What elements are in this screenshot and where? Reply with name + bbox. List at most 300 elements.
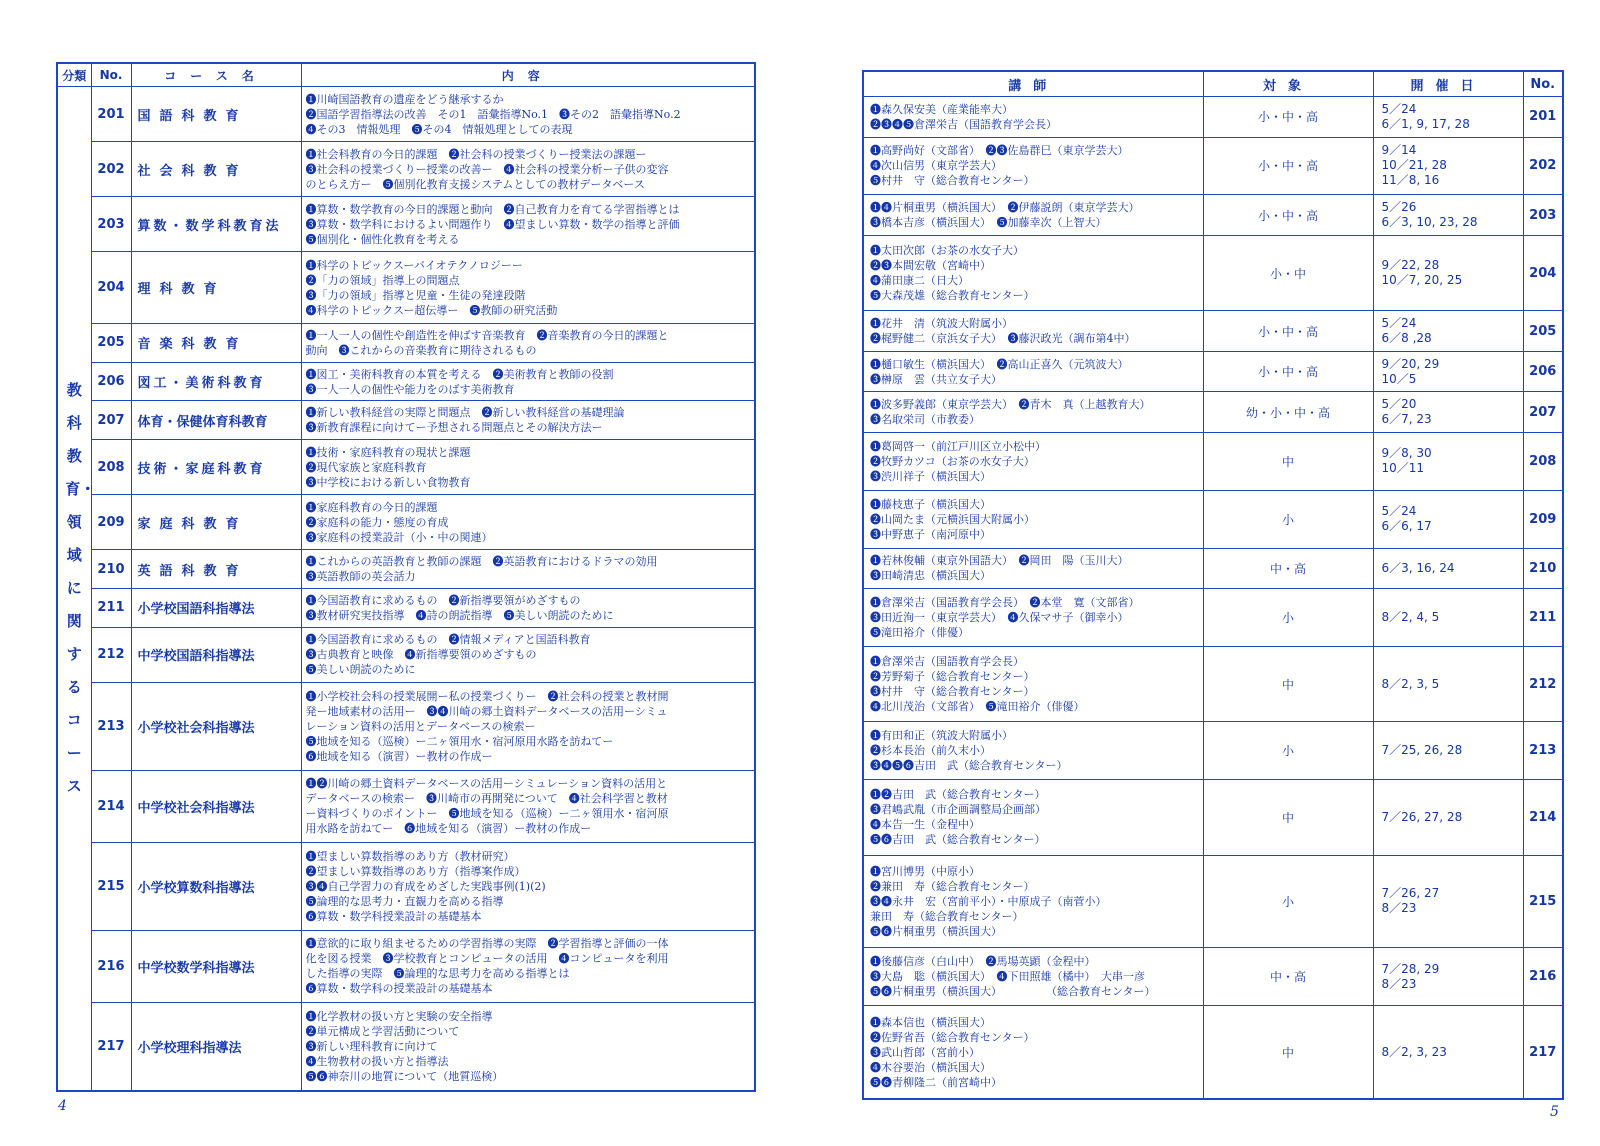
lecturer-line: ❷山岡たま（元横浜国大附属小）: [870, 512, 1035, 526]
target-audience: 中: [1203, 647, 1373, 722]
date-line: 9／22, 28: [1381, 258, 1440, 273]
left-page: [56, 62, 756, 1092]
lecturer-line: ❺滝田裕介（俳優）: [870, 626, 969, 640]
session-dates: [1373, 137, 1523, 195]
target-audience: 中・高: [1203, 948, 1373, 1006]
course-name: 小学校算数科指導法: [131, 842, 301, 930]
course-content: [301, 550, 755, 589]
date-line: 10／21, 28: [1381, 158, 1447, 173]
session-dates: [1373, 235, 1523, 310]
date-line: 7／26, 27: [1381, 886, 1440, 901]
course-number: 213: [1523, 722, 1563, 780]
content-line: ❷望ましい算数指導のあり方（指導案作成）: [305, 864, 526, 878]
lecturer-line: ❶太田次郎（お茶の水女子大）: [870, 244, 1024, 258]
course-content: [301, 252, 755, 324]
course-number: 204: [1523, 235, 1563, 310]
content-line: ❷単元構成と学習活動について: [305, 1024, 460, 1038]
lecturer-line: ❹本告一生（金程中）: [870, 818, 980, 832]
course-number: 203: [91, 197, 131, 252]
table-row: [863, 432, 1563, 490]
course-content: [301, 770, 755, 842]
lecturer-line: ❸田近洵一（東京学芸大） ❹久保マサ子（御幸小）: [870, 611, 1129, 625]
lecturer-line: ❶樋口敏生（横浜国大） ❷高山正喜久（元筑波大）: [870, 357, 1129, 371]
lecturer-list: [863, 392, 1203, 433]
content-line: ❹その3 情報処理 ❺その4 情報処理としての表現: [305, 122, 573, 136]
table-row: [57, 252, 755, 324]
table-row: [863, 311, 1563, 352]
table-row: [863, 137, 1563, 195]
session-dates: [1373, 855, 1523, 948]
content-line: ❶新しい教科経営の実際と問題点 ❷新しい教科経営の基礎理論: [305, 406, 625, 420]
table-row: [57, 627, 755, 682]
lecturer-list: [863, 432, 1203, 490]
course-number: 209: [1523, 490, 1563, 548]
table-row: [863, 780, 1563, 855]
table-row: [863, 351, 1563, 392]
lecturer-line: ❷芳野菊子（総合教育センター）: [870, 670, 1035, 684]
content-line: ❸社会科の授業づくりー授業の改善ー ❹社会科の授業分析ー子供の変容: [305, 162, 669, 176]
lecturer-line: ❸名取栄司（市教委）: [870, 413, 980, 427]
course-name: 小学校国語科指導法: [131, 588, 301, 627]
date-line: 6／7, 23: [1381, 412, 1432, 427]
course-content: [301, 495, 755, 550]
content-line: ❷現代家族と家庭科教育: [305, 460, 427, 474]
lecturer-line: ❷佐野省吾（総合教育センター）: [870, 1030, 1035, 1044]
lecturer-line: ❺❻吉田 武（総合教育センター）: [870, 833, 1046, 847]
lecturer-list: [863, 589, 1203, 647]
session-dates: [1373, 722, 1523, 780]
target-audience: 小・中・高: [1203, 351, 1373, 392]
content-line: ❺❻神奈川の地質について（地質巡検）: [305, 1069, 504, 1083]
lecturer-list: [863, 855, 1203, 948]
course-number: 217: [91, 1002, 131, 1091]
course-name: 理科教育: [131, 252, 301, 324]
target-audience: 小: [1203, 855, 1373, 948]
course-content: [301, 197, 755, 252]
lecturer-line: ❸❹永井 宏（宮前平小）・中原成子（南菅小）: [870, 894, 1107, 908]
lecturer-line: ❸榊原 雲（共立女子大）: [870, 372, 1002, 386]
right-header-row: [863, 71, 1563, 97]
lecturer-list: [863, 780, 1203, 855]
right-page: [862, 70, 1564, 1100]
course-name: 小学校理科指導法: [131, 1002, 301, 1091]
content-line: ❸教材研究実技指導 ❹詩の朗読指導 ❺美しい朗読のために: [305, 608, 614, 622]
date-line: 7／25, 26, 28: [1381, 743, 1463, 758]
date-line: 9／8, 30: [1381, 446, 1432, 461]
table-row: [57, 324, 755, 363]
lecturer-line: ❶葛岡啓一（前江戸川区立小松中）: [870, 439, 1046, 453]
content-line: ❸中学校における新しい食物教育: [305, 475, 471, 489]
target-audience: 小・中・高: [1203, 137, 1373, 195]
lecturer-list: [863, 351, 1203, 392]
course-number: 201: [1523, 97, 1563, 138]
header-target: 対象: [1203, 71, 1373, 97]
course-number: 210: [91, 550, 131, 589]
date-line: 8／23: [1381, 901, 1417, 916]
content-line: ❶小学校社会科の授業展開ー私の授業づくりー ❷社会科の授業と教材開: [305, 689, 669, 703]
content-line: ❹科学のトピックスー超伝導ー ❺教師の研究活動: [305, 303, 558, 317]
table-row: [863, 948, 1563, 1006]
lecturer-line: ❶波多野義郎（東京学芸大） ❷青木 真（上越教育大）: [870, 398, 1151, 412]
course-content: [301, 142, 755, 197]
left-header-row: [57, 63, 755, 87]
lecturer-list: [863, 948, 1203, 1006]
lecturer-list: [863, 647, 1203, 722]
table-row: [57, 362, 755, 401]
course-content: [301, 87, 755, 142]
date-line: 6／6, 17: [1381, 519, 1432, 534]
lecturer-line: ❶藤枝恵子（横浜国大）: [870, 497, 991, 511]
table-row: [863, 1006, 1563, 1099]
table-row: [863, 647, 1563, 722]
course-name: 体育・保健体育科教育: [131, 401, 301, 440]
lecturer-line: 兼田 寿（総合教育センター）: [870, 909, 1024, 923]
lecturer-line: ❺❻片桐重男（横浜国大） （総合教育センター）: [870, 985, 1156, 999]
course-name: 中学校数学科指導法: [131, 930, 301, 1002]
course-name: 英語科教育: [131, 550, 301, 589]
date-line: 5／24: [1381, 504, 1417, 519]
course-number: 208: [91, 440, 131, 495]
target-audience: 小: [1203, 722, 1373, 780]
course-number: 211: [1523, 589, 1563, 647]
target-audience: 小: [1203, 490, 1373, 548]
content-line: ❺論理的な思考力・直観力を高める指導: [305, 894, 504, 908]
lecturer-line: ❸中野恵子（南河原中）: [870, 527, 991, 541]
lecturer-line: ❷梶野健二（京浜女子大） ❸藤沢政光（調布第4中）: [870, 332, 1136, 346]
course-number: 202: [1523, 137, 1563, 195]
course-number: 216: [91, 930, 131, 1002]
date-line: 10／11: [1381, 461, 1425, 476]
header-category: 分類: [57, 63, 91, 87]
session-dates: [1373, 589, 1523, 647]
lecturer-line: ❹蒲田康二（日大）: [870, 274, 969, 288]
content-line: ❷国語学習指導法の改善 その1 語彙指導No.1 ❸その2 語彙指導No.2: [305, 107, 681, 121]
content-line: ❸新しい理科教育に向けて: [305, 1039, 438, 1053]
course-number: 215: [91, 842, 131, 930]
lecturer-line: ❶高野尚好（文部省） ❷❸佐島群巳（東京学芸大）: [870, 144, 1129, 158]
lecturer-line: ❶倉澤栄吉（国語教育学会長）: [870, 655, 1024, 669]
date-line: 8／2, 3, 5: [1381, 676, 1440, 691]
content-line: ❸古典教育と映像 ❹新指導要領のめざすもの: [305, 648, 537, 662]
table-row: [863, 195, 1563, 236]
date-line: 11／8, 16: [1381, 173, 1440, 188]
course-number: 211: [91, 588, 131, 627]
table-row: [57, 588, 755, 627]
content-line: ❶今国語教育に求めるもの ❷新指導要領がめざすもの: [305, 593, 581, 607]
lecturer-line: ❶若林俊輔（東京外国語大） ❷岡田 陽（玉川大）: [870, 554, 1129, 568]
content-line: ❶算数・数学教育の今日的課題と動向 ❷自己教育力を育てる学習指導とは: [305, 202, 680, 216]
content-line: ❸新教育課程に向けてー予想される問題点とその解決方法ー: [305, 421, 603, 435]
lecturer-line: ❸田崎清忠（横浜国大）: [870, 569, 991, 583]
content-line: した指導の実際 ❺論理的な思考力を高める指導とは: [305, 967, 570, 981]
course-content: [301, 588, 755, 627]
table-row: [863, 722, 1563, 780]
content-line: ❻地域を知る（演習）ー教材の作成ー: [305, 749, 493, 763]
content-line: ❶❷川崎の郷土資料データベースの活用ーシミュレーション資料の活用と: [305, 777, 668, 791]
content-line: 動向 ❸これからの音楽教育に期待されるもの: [305, 343, 537, 357]
table-row: [863, 855, 1563, 948]
course-name: 中学校国語科指導法: [131, 627, 301, 682]
lecturer-list: [863, 311, 1203, 352]
course-number: 204: [91, 252, 131, 324]
course-number: 205: [91, 324, 131, 363]
target-audience: 中: [1203, 780, 1373, 855]
content-line: ❶化学教材の扱い方と実験の安全指導: [305, 1009, 493, 1023]
header-no: No.: [91, 63, 131, 87]
session-dates: [1373, 780, 1523, 855]
table-row: [57, 930, 755, 1002]
lecturer-list: [863, 548, 1203, 589]
content-line: ❷「力の領域」指導上の問題点: [305, 273, 460, 287]
session-dates: [1373, 311, 1523, 352]
header-content: 内容: [301, 63, 755, 87]
course-name: 社会科教育: [131, 142, 301, 197]
lecturer-list: [863, 722, 1203, 780]
course-number: 214: [1523, 780, 1563, 855]
date-line: 6／3, 10, 23, 28: [1381, 215, 1478, 230]
content-line: ❶川崎国語教育の遺産をどう継承するか: [305, 92, 504, 106]
course-number: 207: [91, 401, 131, 440]
table-row: [863, 97, 1563, 138]
content-line: ❶技術・家庭科教育の現状と課題: [305, 445, 471, 459]
lecturer-line: ❷❸本間宏敬（宮崎中）: [870, 259, 991, 273]
session-dates: [1373, 548, 1523, 589]
course-content: [301, 401, 755, 440]
lecturer-line: ❸橋本吉彦（横浜国大） ❺加藤幸次（上智大）: [870, 216, 1107, 230]
date-line: 6／1, 9, 17, 28: [1381, 116, 1470, 131]
content-line: レーション資料の活用とデータベースの検索ー: [305, 719, 536, 733]
table-row: [863, 589, 1563, 647]
lecturer-line: ❺❻青柳隆二（前宮崎中）: [870, 1075, 1002, 1089]
session-dates: [1373, 195, 1523, 236]
course-number: 217: [1523, 1006, 1563, 1099]
course-name: 図工・美術科教育: [131, 362, 301, 401]
date-line: 9／20, 29: [1381, 356, 1440, 371]
course-content: [301, 930, 755, 1002]
table-row: [863, 392, 1563, 433]
lecturer-line: ❹木谷要治（横浜国大）: [870, 1060, 991, 1074]
course-number: 215: [1523, 855, 1563, 948]
content-line: ❻算数・数学科授業設計の基礎基本: [305, 909, 482, 923]
session-dates: [1373, 948, 1523, 1006]
lecturer-line: ❷兼田 寿（総合教育センター）: [870, 879, 1035, 893]
course-number: 206: [91, 362, 131, 401]
table-row: [57, 440, 755, 495]
target-audience: 中・高: [1203, 548, 1373, 589]
lecturer-line: ❶宮川博男（中原小）: [870, 864, 980, 878]
course-number: 201: [91, 87, 131, 142]
date-line: 9／14: [1381, 143, 1417, 158]
lecturer-line: ❷杉本長治（前久末小）: [870, 744, 991, 758]
course-number: 216: [1523, 948, 1563, 1006]
course-number: 210: [1523, 548, 1563, 589]
table-row: [57, 842, 755, 930]
course-name: 中学校社会科指導法: [131, 770, 301, 842]
table-row: [57, 550, 755, 589]
session-dates: [1373, 392, 1523, 433]
date-line: 6／3, 16, 24: [1381, 560, 1455, 575]
lecturer-line: ❸❹❺❻吉田 武（総合教育センター）: [870, 759, 1068, 773]
target-audience: 小: [1203, 589, 1373, 647]
content-line: ❸英語教師の英会話力: [305, 570, 416, 584]
course-number: 203: [1523, 195, 1563, 236]
course-content: [301, 627, 755, 682]
course-number: 214: [91, 770, 131, 842]
content-line: ❸一人一人の個性や能力をのばす美術教育: [305, 382, 515, 396]
content-line: ❸「力の領域」指導と児童・生徒の発達段階: [305, 288, 526, 302]
course-number: 212: [1523, 647, 1563, 722]
date-line: 7／26, 27, 28: [1381, 809, 1463, 824]
content-line: ❻算数・数学科の授業設計の基礎基本: [305, 982, 493, 996]
table-row: [57, 682, 755, 770]
content-line: ❶図工・美術科教育の本質を考える ❷美術教育と教師の役割: [305, 367, 614, 381]
lecturer-list: [863, 137, 1203, 195]
session-dates: [1373, 490, 1523, 548]
content-line: のとらえ方ー ❺個別化教育支援システムとしての教材データベース: [305, 177, 645, 191]
lecturer-line: ❶❹片桐重男（横浜国大） ❷伊藤説朗（東京学芸大）: [870, 201, 1140, 215]
table-row: [57, 1002, 755, 1091]
target-audience: 幼・小・中・高: [1203, 392, 1373, 433]
course-number: 209: [91, 495, 131, 550]
date-line: 10／5: [1381, 371, 1417, 386]
content-line: ❶一人一人の個性や創造性を伸ばす音楽教育 ❷音楽教育の今日的課題と: [305, 328, 669, 342]
header-dates: 開催日: [1373, 71, 1523, 97]
page-number-left: 4: [58, 1098, 67, 1114]
content-line: ー資料づくりのポイントー ❺地域を知る（巡検）ー二ヶ領用水・宿河原: [305, 807, 669, 821]
course-content: [301, 362, 755, 401]
lecturer-line: ❶有田和正（筑波大附属小）: [870, 729, 1013, 743]
header-course-name: コース名: [131, 63, 301, 87]
content-line: ❸算数・数学科におけるよい問題作り ❹望ましい算数・数学の指導と評価: [305, 217, 680, 231]
content-line: 発ー地域素材の活用ー ❸❹川崎の郷土資料データベースの活用ーシミュ: [305, 704, 668, 718]
lecturer-line: ❶花井 清（筑波大附属小）: [870, 317, 1013, 331]
date-line: 7／28, 29: [1381, 961, 1440, 976]
course-content: [301, 682, 755, 770]
header-right-no: No.: [1523, 71, 1563, 97]
lecturer-list: [863, 97, 1203, 138]
session-dates: [1373, 97, 1523, 138]
target-audience: 中: [1203, 432, 1373, 490]
course-name: 国語科教育: [131, 87, 301, 142]
date-line: 5／24: [1381, 101, 1417, 116]
lecturer-line: ❹次山信男（東京学芸大）: [870, 159, 1002, 173]
course-name: 算数・数学科教育法: [131, 197, 301, 252]
course-name: 小学校社会科指導法: [131, 682, 301, 770]
course-content: [301, 440, 755, 495]
course-number: 212: [91, 627, 131, 682]
content-line: ❶社会科教育の今日的課題 ❷社会科の授業づくりー授業法の課題ー: [305, 147, 647, 161]
lecturer-line: ❺❻片桐重男（横浜国大）: [870, 924, 1002, 938]
lecturer-line: ❸渋川祥子（横浜国大）: [870, 469, 991, 483]
lecturer-line: ❷牧野カツコ（お茶の水女子大）: [870, 454, 1035, 468]
content-line: ❶科学のトピックスーバイオテクノロジーー: [305, 258, 523, 272]
course-number: 208: [1523, 432, 1563, 490]
lecturer-list: [863, 1006, 1203, 1099]
table-row: [57, 770, 755, 842]
lecturer-line: ❶倉澤栄吉（国語教育学会長） ❷本堂 寛（文部省）: [870, 596, 1140, 610]
lecturer-line: ❺大森茂雄（総合教育センター）: [870, 289, 1035, 303]
lecturer-list: [863, 195, 1203, 236]
lecturer-line: ❹北川茂治（文部省） ❺滝田裕介（俳優）: [870, 700, 1085, 714]
target-audience: 小・中・高: [1203, 195, 1373, 236]
content-line: ❹生物教材の扱い方と指導法: [305, 1054, 449, 1068]
table-row: [863, 235, 1563, 310]
date-line: 5／20: [1381, 397, 1417, 412]
session-dates: [1373, 351, 1523, 392]
lecturer-line: ❶森本信也（横浜国大）: [870, 1015, 991, 1029]
table-row: [57, 495, 755, 550]
lecturer-line: ❺村井 守（総合教育センター）: [870, 174, 1035, 188]
lecturer-line: ❶❷吉田 武（総合教育センター）: [870, 788, 1046, 802]
content-line: ❶家庭科教育の今日的課題: [305, 500, 438, 514]
content-line: ❶望ましい算数指導のあり方（教材研究）: [305, 849, 515, 863]
date-line: 8／2, 4, 5: [1381, 610, 1440, 625]
course-number: 207: [1523, 392, 1563, 433]
course-number: 205: [1523, 311, 1563, 352]
category-cell: [57, 87, 96, 1092]
page-number-right: 5: [1550, 1104, 1559, 1120]
table-row: [863, 490, 1563, 548]
date-line: 10／7, 20, 25: [1381, 273, 1463, 288]
content-line: ❷家庭科の能力・態度の育成: [305, 515, 449, 529]
course-number: 202: [91, 142, 131, 197]
category-label: 教科教育・領域に関するコース: [65, 381, 96, 795]
lecturer-line: ❸君嶋武胤（市企画調整局企画部）: [870, 803, 1046, 817]
content-line: 化を図る授業 ❸学校教育とコンピュータの活用 ❹コンピュータを利用: [305, 952, 669, 966]
course-content: [301, 842, 755, 930]
session-dates: [1373, 647, 1523, 722]
session-dates: [1373, 432, 1523, 490]
date-line: 8／23: [1381, 976, 1417, 991]
target-audience: 中: [1203, 1006, 1373, 1099]
date-line: 6／8 ,28: [1381, 331, 1432, 346]
content-line: ❺地域を知る（巡検）ー二ヶ領用水・宿河原用水路を訪ねてー: [305, 734, 614, 748]
content-line: ❶これからの英語教育と教師の課題 ❷英語教育におけるドラマの効用: [305, 555, 658, 569]
lecturer-list: [863, 490, 1203, 548]
content-line: 用水路を訪ねてー ❻地域を知る（演習）ー教材の作成ー: [305, 822, 592, 836]
lecturer-line: ❶森久保安美（産業能率大）: [870, 102, 1013, 116]
date-line: 5／26: [1381, 200, 1417, 215]
course-content: [301, 1002, 755, 1091]
lecturer-line: ❸大島 聡（横浜国大） ❹下田照雄（橘中） 大串一彦: [870, 970, 1145, 984]
target-audience: 小・中・高: [1203, 97, 1373, 138]
course-name: 技術・家庭科教育: [131, 440, 301, 495]
content-line: ❶意欲的に取り組ませるための学習指導の実際 ❷学習指導と評価の一体: [305, 937, 669, 951]
content-line: ❸家庭科の授業設計（小・中の関連）: [305, 530, 493, 544]
content-line: ❶今国語教育に求めるもの ❷情報メディアと国語科教育: [305, 633, 591, 647]
date-line: 5／24: [1381, 316, 1417, 331]
target-audience: 小・中: [1203, 235, 1373, 310]
course-name: 家庭科教育: [131, 495, 301, 550]
lecturer-line: ❶後藤信彦（白山中） ❷馬場英顕（金程中）: [870, 955, 1096, 969]
content-line: ❺個別化・個性化教育を考える: [305, 232, 460, 246]
lecturer-line: ❸武山哲郎（宮前小）: [870, 1045, 980, 1059]
lecturer-table: [862, 70, 1564, 1100]
lecturer-line: ❷❸❹❺倉澤栄吉（国語教育学会長）: [870, 117, 1057, 131]
table-row: [57, 142, 755, 197]
course-content: [301, 324, 755, 363]
table-row: [57, 87, 755, 142]
content-line: ❸❹自己学習力の育成をめざした実践事例(1)(2): [305, 879, 546, 893]
course-number: 213: [91, 682, 131, 770]
date-line: 8／2, 3, 23: [1381, 1044, 1447, 1059]
course-table: [56, 62, 756, 1092]
session-dates: [1373, 1006, 1523, 1099]
header-lecturer: 講師: [863, 71, 1203, 97]
lecturer-list: [863, 235, 1203, 310]
table-row: [57, 197, 755, 252]
content-line: ❺美しい朗読のために: [305, 663, 416, 677]
